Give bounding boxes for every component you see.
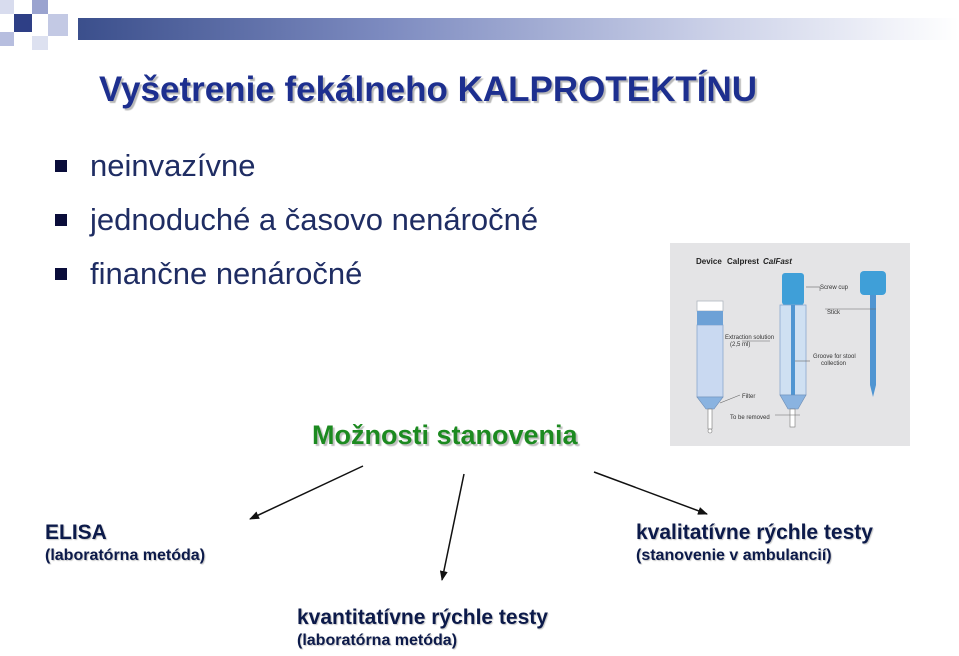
figure-label-extraction: Extraction solution [725,335,775,341]
figure-label-to-be-removed: To be removed [730,415,770,421]
option-quantitative-title: kvantitatívne rýchle testy [297,606,548,629]
arrow-to-elisa [250,466,363,519]
figure-label-groove: Groove for stool [813,354,856,360]
figure-label-brand: Calprest [727,257,760,266]
option-qualitative-title: kvalitatívne rýchle testy [636,521,873,544]
figure-label-extraction-volume: (2,5 ml) [730,342,751,348]
figure-label-stick: Stick [827,310,841,316]
figure-label-model: CalFast [763,257,792,266]
figure-label-filter: Filter [742,394,756,400]
slide-title: Vyšetrenie fekálneho KALPROTEKTÍNU [99,70,758,109]
option-quantitative-subtitle: (laboratórna metóda) [297,632,458,649]
options-heading: Možnosti stanovenia [312,420,578,450]
option-qualitative-subtitle: (stanovenie v ambulancií) [636,547,832,564]
option-elisa-subtitle: (laboratórna metóda) [45,547,206,564]
option-elisa-title: ELISA [45,521,107,544]
option-qualitative [636,521,873,565]
figure-label-groove-2: collection [821,361,847,367]
figure-label-screw-cup: Screw cup [820,285,849,291]
bullet-text: jednoduché a časovo nenáročné [90,202,539,237]
arrow-to-qualitative [594,472,707,514]
bullet-text: finančne nenáročné [90,256,363,291]
arrow-to-quantitative [442,474,464,580]
option-quantitative [297,606,548,650]
option-elisa [45,521,205,565]
bullet-text: neinvazívne [90,148,256,183]
figure-label-device: Device [696,257,722,266]
